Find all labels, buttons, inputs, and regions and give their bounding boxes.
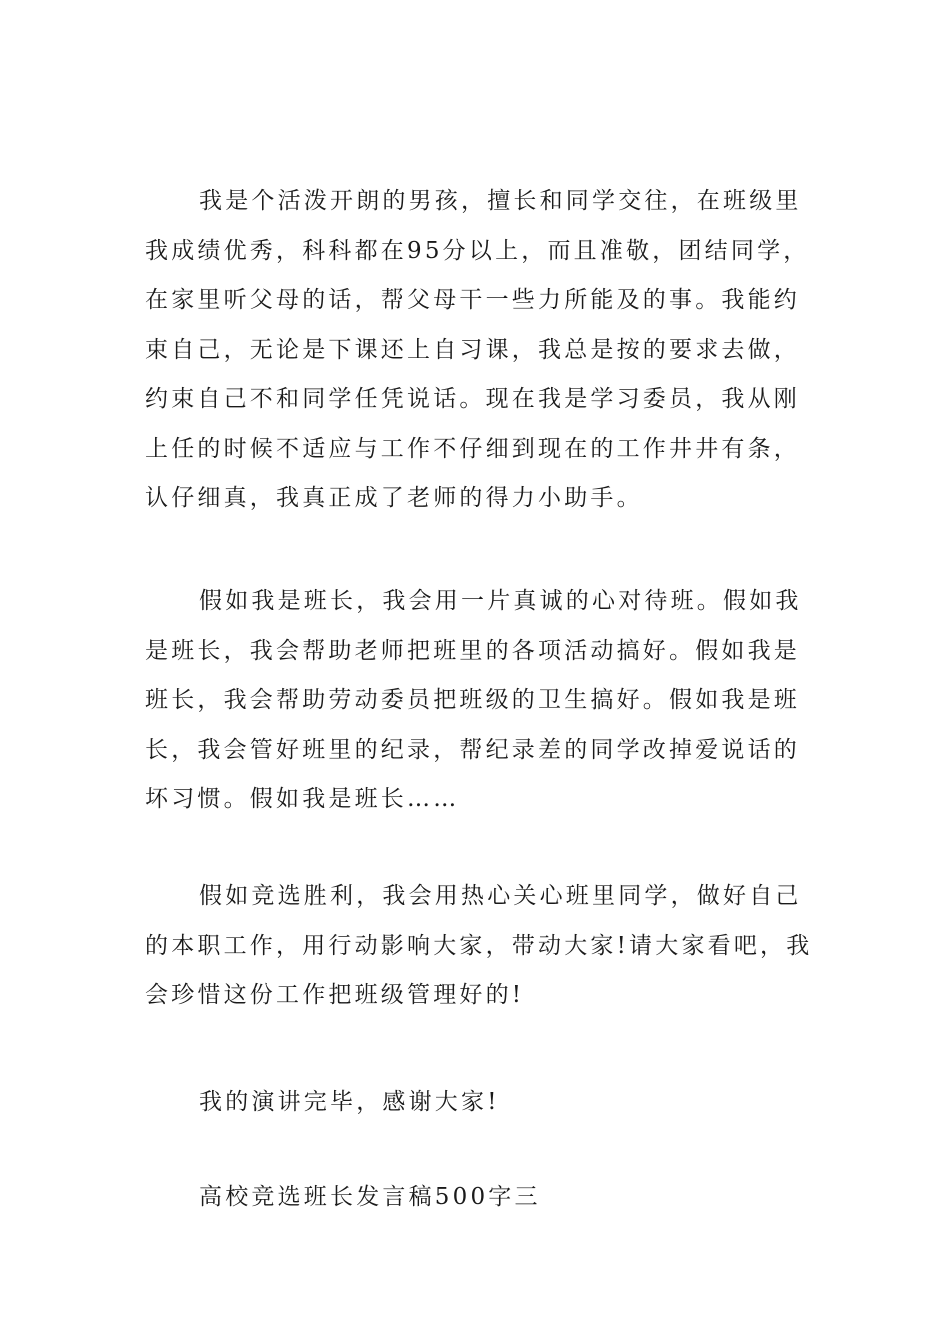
text-line: 长，我会管好班里的纪录，帮纪录差的同学改掉爱说话的 xyxy=(145,736,800,763)
paragraph-if-i-were-monitor xyxy=(145,577,807,825)
text-line: 会珍惜这份工作把班级管理好的! xyxy=(145,982,525,1008)
paragraph-if-elected xyxy=(145,872,813,1021)
text-line: 高校竞选班长发言稿500字三 xyxy=(199,1184,541,1210)
text-line: 束自己，无论是下课还上自习课，我总是按的要求去做， xyxy=(145,336,800,363)
text-line: 班长，我会帮助劳动委员把班级的卫生搞好。假如我是班 xyxy=(145,687,800,713)
text-line: 是班长，我会帮助老师把班里的各项活动搞好。假如我是 xyxy=(145,637,800,664)
text-line: 上任的时候不适应与工作不仔细到现在的工作井井有条， xyxy=(145,435,800,462)
text-line: 我是个活泼开朗的男孩，擅长和同学交往，在班级里 xyxy=(199,188,802,214)
paragraph-self-introduction xyxy=(145,177,810,524)
text-line: 在家里听父母的话，帮父母干一些力所能及的事。我能约 xyxy=(145,287,800,313)
text-line: 我成绩优秀，科科都在95分以上，而且准敬，团结同学， xyxy=(145,237,810,264)
text-line: 我的演讲完毕，感谢大家! xyxy=(199,1089,500,1115)
text-line: 认仔细真，我真正成了老师的得力小助手。 xyxy=(145,485,643,511)
paragraph-closing xyxy=(145,1078,807,1128)
text-line: 假如竞选胜利，我会用热心关心班里同学，做好自己 xyxy=(199,883,802,909)
text-line: 假如我是班长，我会用一片真诚的心对待班。假如我 xyxy=(199,588,802,614)
text-line: 的本职工作，用行动影响大家，带动大家!请大家看吧，我 xyxy=(145,932,813,959)
text-line: 坏习惯。假如我是班长…… xyxy=(145,786,460,812)
section-heading xyxy=(145,1173,807,1223)
text-line: 约束自己不和同学任凭说话。现在我是学习委员，我从刚 xyxy=(145,386,800,412)
